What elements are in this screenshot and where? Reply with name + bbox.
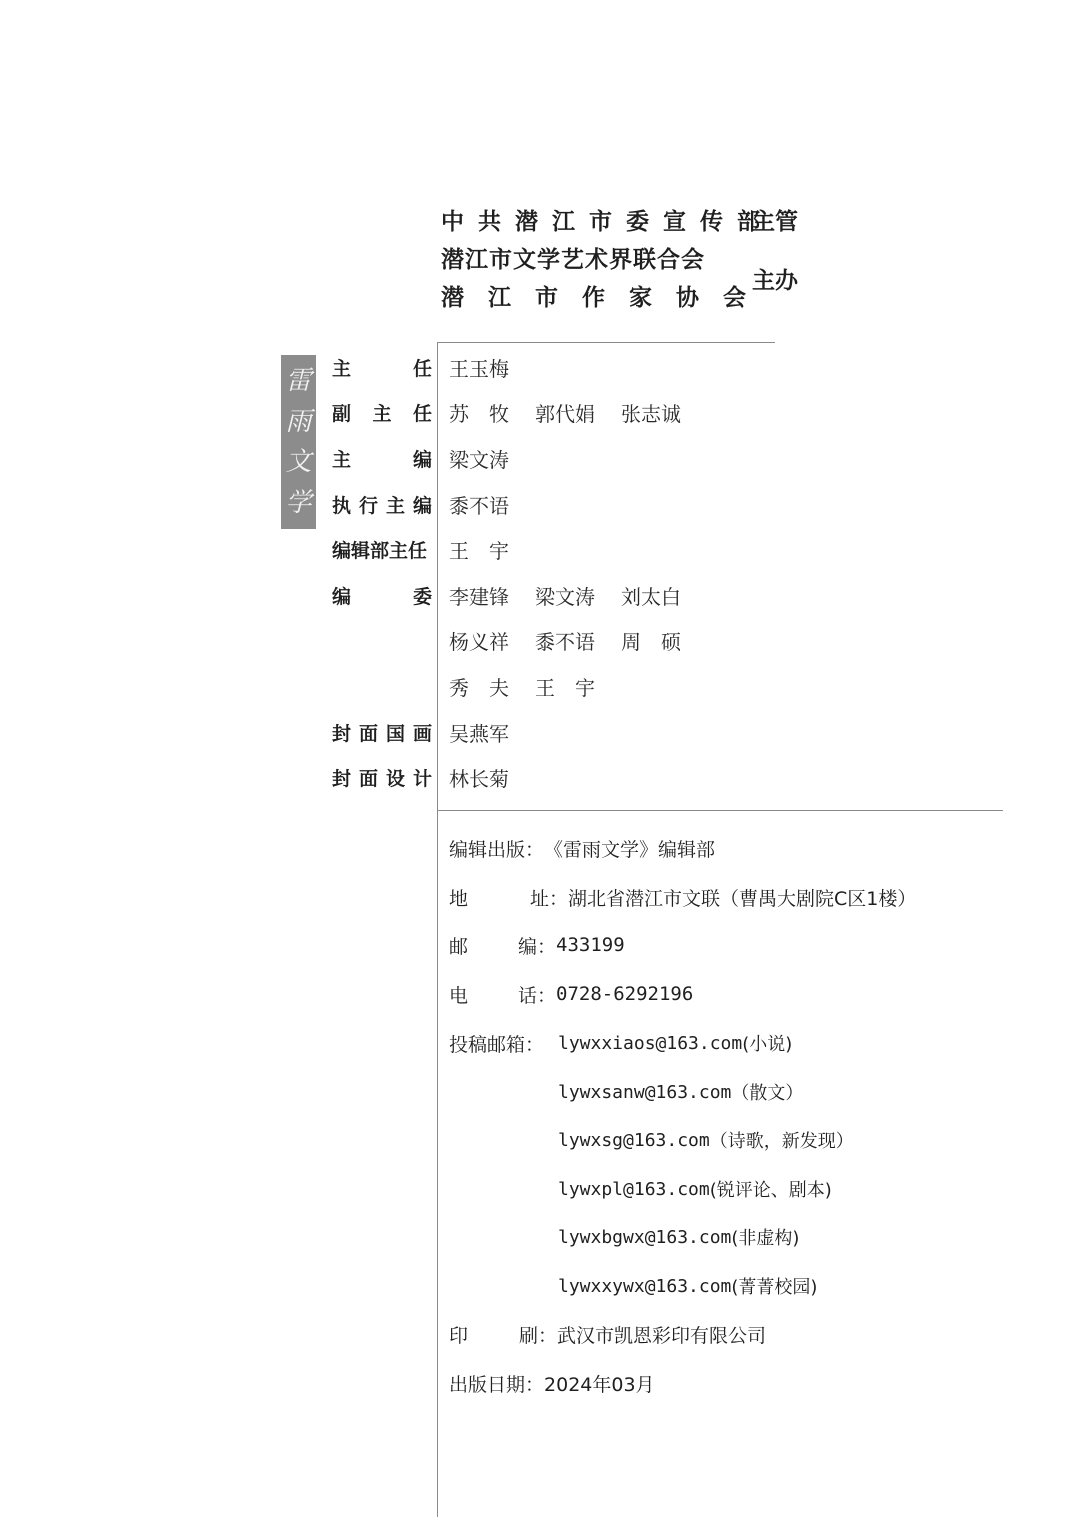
names-deputy-director: 苏 牧 郭代娟 张志诚 bbox=[449, 401, 681, 426]
email-campus[interactable]: lywxxywx@163.com (菁菁校园) bbox=[558, 1275, 818, 1298]
sponsor-line-2: 潜江市文学艺术界联合会 bbox=[441, 247, 705, 273]
role-department-head: 编辑部主任 bbox=[332, 539, 428, 562]
role-editor-in-chief: 主 编 bbox=[332, 448, 432, 471]
sponsor-line-1: 中 共 潜 江 市 委 宣 传 部 bbox=[441, 209, 764, 235]
role-cover-painting: 封 面 国 画 bbox=[332, 722, 432, 745]
address-row: 地 址： 湖北省潜江市文联（曹禺大剧院C区1楼） bbox=[449, 887, 917, 910]
logo-char: 文 bbox=[285, 447, 312, 478]
top-rule bbox=[437, 342, 775, 343]
names-editorial-board-2: 杨义祥 黍不语 周 硕 bbox=[449, 629, 681, 654]
magazine-logo bbox=[281, 355, 316, 529]
logo-char: 学 bbox=[285, 487, 312, 518]
email-criticism[interactable]: lywxpl@163.com (锐评论、剧本) bbox=[558, 1178, 832, 1201]
sponsor-line-1-suffix: 主管 bbox=[752, 209, 798, 235]
email-fiction[interactable]: lywxxiaos@163.com (小说) bbox=[558, 1032, 793, 1055]
publish-date-row: 出版日期： 2024年03月 bbox=[449, 1373, 655, 1396]
logo-char: 雨 bbox=[285, 406, 312, 437]
names-director: 王玉梅 bbox=[449, 356, 509, 381]
role-executive-editor: 执 行 主 编 bbox=[332, 494, 432, 517]
role-director: 主 任 bbox=[332, 357, 432, 380]
names-editorial-board-3: 秀 夫 王 宇 bbox=[449, 675, 595, 700]
role-deputy-director: 副 主 任 bbox=[332, 402, 432, 425]
email-poetry[interactable]: lywxsg@163.com （诗歌，新发现） bbox=[558, 1129, 854, 1152]
names-editor-in-chief: 梁文涛 bbox=[449, 447, 509, 472]
middle-rule bbox=[437, 810, 1003, 811]
email-prose[interactable]: lywxsanw@163.com （散文） bbox=[558, 1081, 804, 1104]
names-executive-editor: 黍不语 bbox=[449, 493, 509, 518]
role-cover-design: 封 面 设 计 bbox=[332, 767, 432, 790]
names-cover-painting: 吴燕军 bbox=[449, 721, 509, 746]
role-editorial-board: 编 委 bbox=[332, 585, 432, 608]
sponsor-line-3: 潜 江 市 作 家 协 会 bbox=[441, 285, 755, 311]
vertical-rule bbox=[437, 343, 438, 1517]
postcode-row: 邮 编： 433199 bbox=[449, 934, 625, 958]
phone-row: 电 话： 0728-6292196 bbox=[449, 983, 694, 1007]
editor-publisher-row: 编辑出版： 《雷雨文学》编辑部 bbox=[449, 838, 716, 861]
printer-row: 印 刷： 武汉市凯恩彩印有限公司 bbox=[449, 1324, 767, 1347]
names-editorial-board-1: 李建锋 梁文涛 刘太白 bbox=[449, 584, 681, 609]
names-cover-design: 林长菊 bbox=[449, 766, 509, 791]
names-department-head: 王 宇 bbox=[449, 538, 509, 563]
email-nonfiction[interactable]: lywxbgwx@163.com (非虚构) bbox=[558, 1226, 800, 1249]
submission-email-label: 投稿邮箱： bbox=[449, 1033, 545, 1056]
logo-char: 雷 bbox=[285, 366, 312, 397]
host-label: 主办 bbox=[752, 268, 798, 294]
